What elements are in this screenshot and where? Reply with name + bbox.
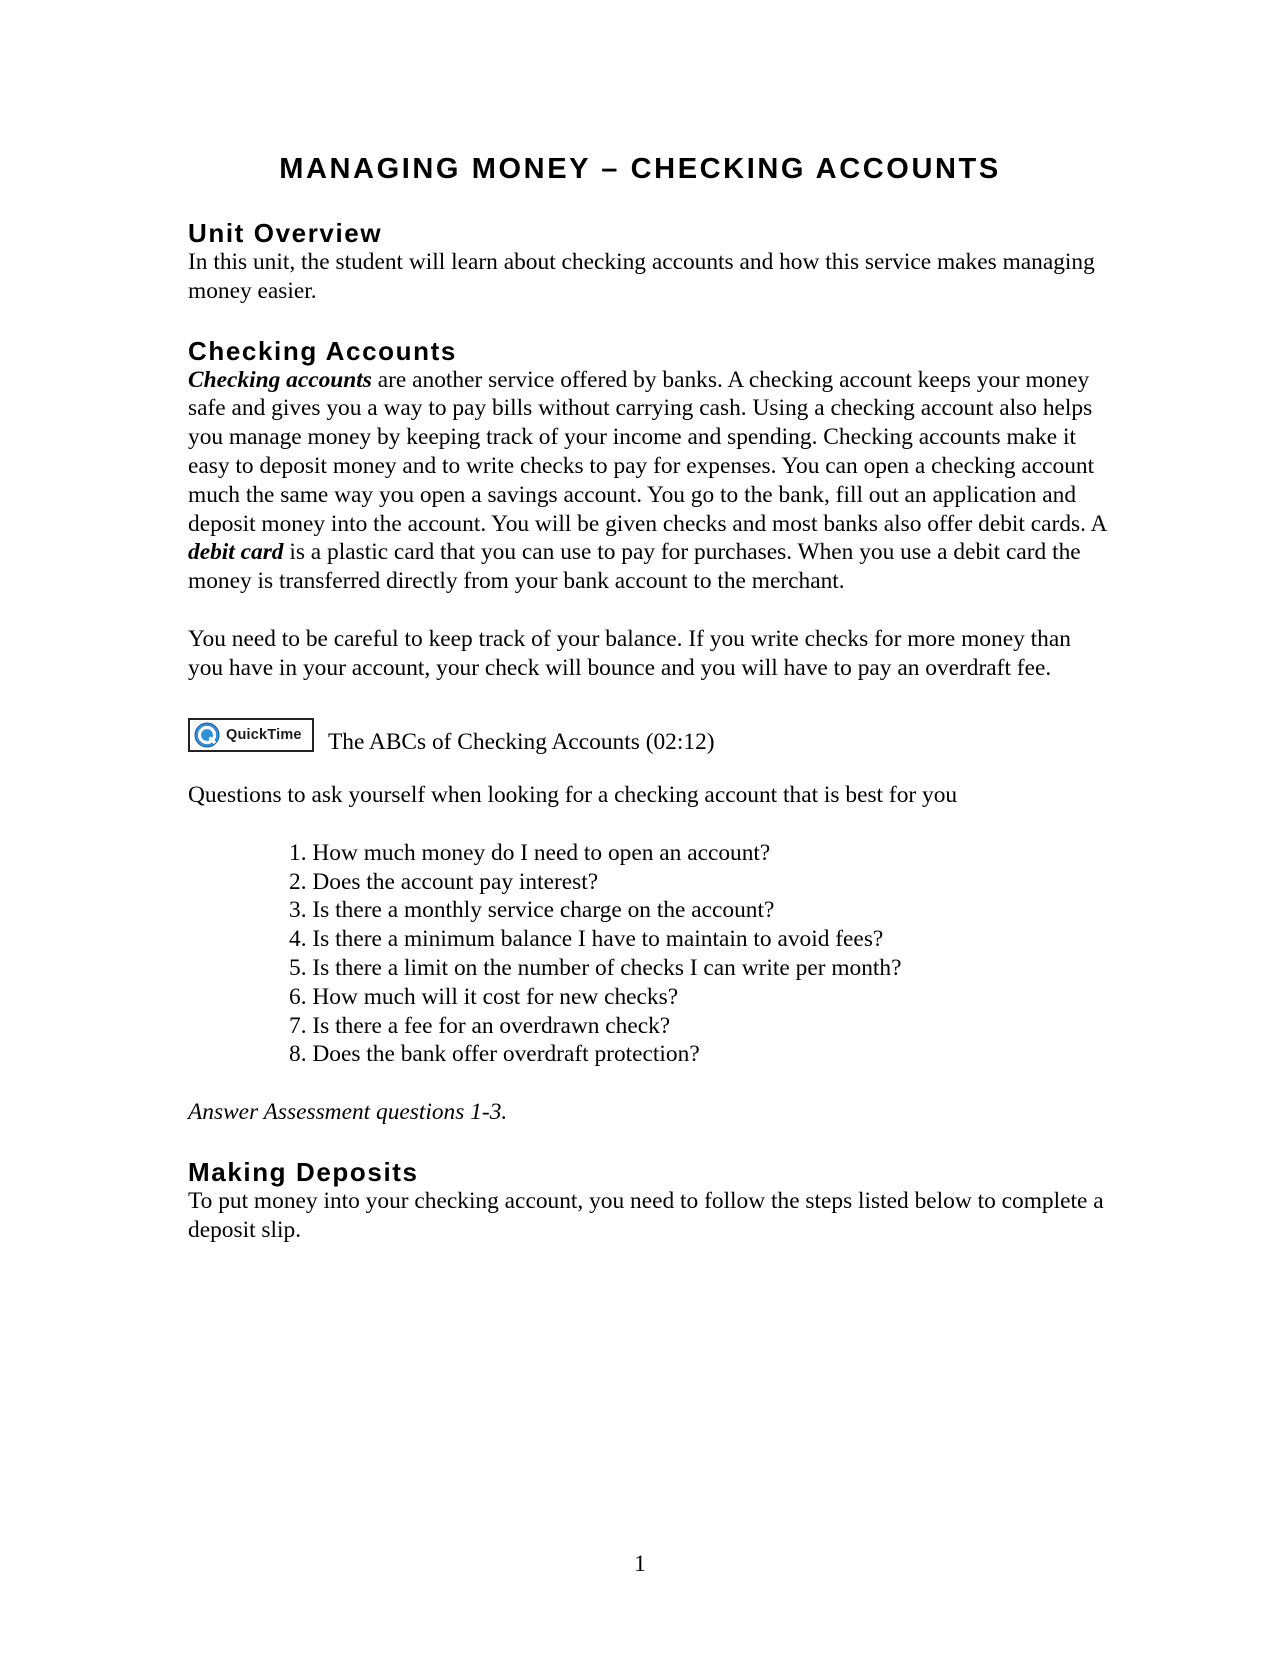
balance-warning-paragraph: You need to be careful to keep track of your balance. If you write checks for more money than you have in your account, your check will bounce and you will have to pay an overdraft fee. bbox=[188, 625, 1071, 681]
checking-accounts-paragraph bbox=[188, 366, 1108, 596]
quicktime-badge[interactable] bbox=[188, 718, 314, 752]
questions-list bbox=[188, 839, 1108, 1069]
list-item: 8. Does the bank offer overdraft protection? bbox=[289, 1041, 700, 1068]
list-item: 1. How much money do I need to open an account? bbox=[289, 839, 771, 866]
list-item: 4. Is there a minimum balance I have to maintain to avoid fees? bbox=[289, 926, 884, 953]
unit-overview-heading: Unit Overview bbox=[188, 218, 383, 248]
list-item: 2. Does the account pay interest? bbox=[289, 868, 599, 895]
assessment-instruction: Answer Assessment questions 1-3. bbox=[188, 1098, 508, 1125]
checking-accounts-heading: Checking Accounts bbox=[188, 335, 457, 366]
list-item: 7. Is there a fee for an overdrawn check? bbox=[289, 1012, 671, 1039]
term-debit-card: debit card bbox=[188, 539, 284, 566]
making-deposits-heading: Making Deposits bbox=[188, 1156, 419, 1187]
making-deposits-text: To put money into your checking account, you need to follow the steps listed below to complete a deposit slip. bbox=[188, 1187, 1104, 1243]
questions-intro: Questions to ask yourself when looking for a checking account that is best for you bbox=[188, 782, 958, 809]
document-title: MANAGING MONEY – CHECKING ACCOUNTS bbox=[279, 153, 1001, 185]
video-title-link[interactable]: The ABCs of Checking Accounts (02:12) bbox=[328, 728, 715, 755]
checking-accounts-text-2: is a plastic card that you can use to pay for purchases. When you use a debit card the money is transferred directly from your bank account to the merchant. bbox=[188, 539, 1081, 595]
quicktime-icon bbox=[194, 722, 220, 748]
list-item: 5. Is there a limit on the number of checks I can write per month? bbox=[289, 954, 902, 981]
list-item: 6. How much will it cost for new checks? bbox=[289, 983, 679, 1010]
page-number: 1 bbox=[634, 1551, 646, 1577]
quicktime-badge-label: QuickTime bbox=[226, 727, 302, 744]
list-item: 3. Is there a monthly service charge on the account? bbox=[289, 897, 775, 924]
document-body bbox=[188, 218, 1108, 1244]
video-link-row[interactable] bbox=[188, 712, 1108, 755]
term-checking-accounts: Checking accounts bbox=[188, 366, 372, 393]
checking-accounts-text-1: are another service offered by banks. A checking account keeps your money safe and gives you a way to pay bills without carrying cash. Using a checking account also helps you manage money by keeping track of your income and spending. Checking accounts make it easy to deposit money and to write checks to pay for expenses. You can open a checking account much the same way you open a savings account. You go to the bank, fill out an application and deposit money into the account. You will be given checks and most banks also offer debit cards. A bbox=[188, 366, 1107, 537]
unit-overview-text: In this unit, the student will learn about checking accounts and how this service makes managing money easier. bbox=[188, 249, 1095, 304]
